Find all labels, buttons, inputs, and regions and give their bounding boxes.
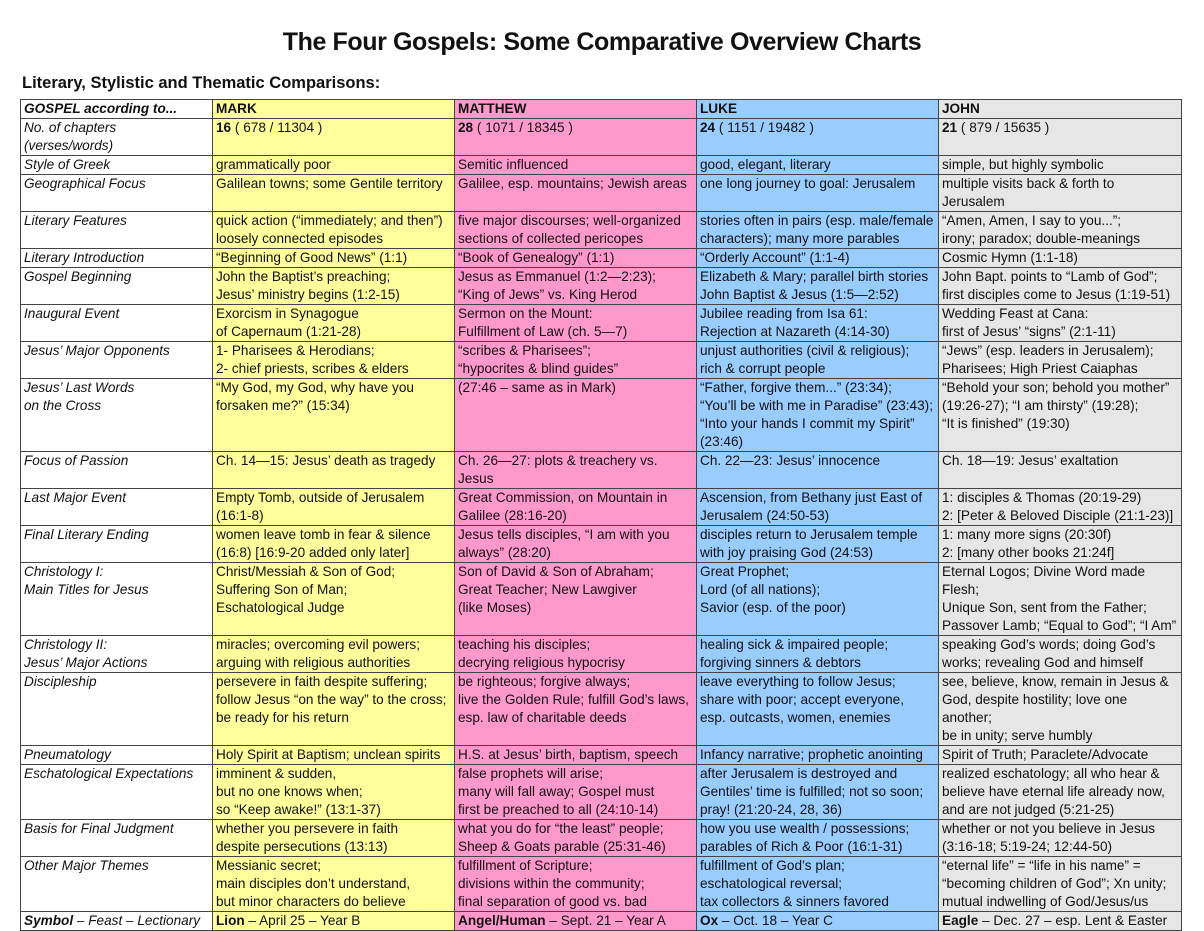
cell-john: Eternal Logos; Divine Word made Flesh; Unique Son, sent from the Father; Passover Lamb; “Equal to God”; “I Am” [939, 563, 1182, 636]
row-label: Final Literary Ending [21, 526, 213, 563]
cell-john: multiple visits back & forth to Jerusalem [939, 175, 1182, 212]
table-row [21, 268, 1182, 305]
cell-john: speaking God’s words; doing God’s works; revealing God and himself [939, 636, 1182, 673]
cell-matthew: “scribes & Pharisees”; “hypocrites & blind guides” [455, 342, 697, 379]
cell-luke: “Father, forgive them...” (23:34); “You’ll be with me in Paradise” (23:43); “Into your hands I commit my Spirit” (23:46) [697, 379, 939, 452]
cell-matthew: Galilee, esp. mountains; Jewish areas [455, 175, 697, 212]
row-label: Basis for Final Judgment [21, 820, 213, 857]
table-row [21, 175, 1182, 212]
header-label: GOSPEL according to... [21, 100, 213, 119]
symbol-row [21, 912, 1182, 931]
cell-mark: Empty Tomb, outside of Jerusalem (16:1-8) [213, 489, 455, 526]
table-row [21, 305, 1182, 342]
cell-matthew: (27:46 – same as in Mark) [455, 379, 697, 452]
symbol-details: – April 25 – Year B [244, 913, 361, 928]
row-label: Jesus’ Major Opponents [21, 342, 213, 379]
table-row [21, 212, 1182, 249]
row-label: Christology I: Main Titles for Jesus [21, 563, 213, 636]
row-label: Inaugural Event [21, 305, 213, 342]
cell-mark: imminent & sudden, but no one knows when; so “Keep awake!” (13:1-37) [213, 765, 455, 820]
symbol-name: Lion [216, 913, 245, 928]
chapter-count: 21 [942, 120, 958, 135]
cell-john: Wedding Feast at Cana: first of Jesus’ “signs” (2:1-11) [939, 305, 1182, 342]
cell-luke: Infancy narrative; prophetic anointing [697, 746, 939, 765]
cell-matthew: five major discourses; well-organized sections of collected pericopes [455, 212, 697, 249]
table-row [21, 857, 1182, 912]
cell-john: 1: disciples & Thomas (20:19-29) 2: [Peter & Beloved Disciple (21:1-23)] [939, 489, 1182, 526]
cell-luke: good, elegant, literary [697, 156, 939, 175]
cell-luke: Ascension, from Bethany just East of Jerusalem (24:50-53) [697, 489, 939, 526]
symbol-details: – Feast – Lectionary [73, 913, 201, 928]
header-row [21, 100, 1182, 119]
chapter-count: 24 [700, 120, 716, 135]
header-luke: LUKE [697, 100, 939, 119]
cell-mark: “Beginning of Good News” (1:1) [213, 249, 455, 268]
row-label: Jesus’ Last Words on the Cross [21, 379, 213, 452]
cell-luke: Elizabeth & Mary; parallel birth stories John Baptist & Jesus (1:5—2:52) [697, 268, 939, 305]
verse-word-count: ( 678 / 11304 ) [231, 120, 323, 135]
row-label: Other Major Themes [21, 857, 213, 912]
row-label: Last Major Event [21, 489, 213, 526]
symbol-details: – Sept. 21 – Year A [545, 913, 666, 928]
cell-matthew: Jesus tells disciples, “I am with you always” (28:20) [455, 526, 697, 563]
row-label: Discipleship [21, 673, 213, 746]
row-label: Pneumatology [21, 746, 213, 765]
table-row [21, 563, 1182, 636]
cell-luke: how you use wealth / possessions; parables of Rich & Poor (16:1-31) [697, 820, 939, 857]
cell-mark: Christ/Messiah & Son of God; Suffering Son of Man; Eschatological Judge [213, 563, 455, 636]
cell-john: Cosmic Hymn (1:1-18) [939, 249, 1182, 268]
cell-mark: persevere in faith despite suffering; follow Jesus “on the way” to the cross; be ready for his return [213, 673, 455, 746]
cell-matthew: H.S. at Jesus’ birth, baptism, speech [455, 746, 697, 765]
cell-mark: “My God, my God, why have you forsaken me?” (15:34) [213, 379, 455, 452]
cell-matthew: what you do for “the least” people; Sheep & Goats parable (25:31-46) [455, 820, 697, 857]
table-row [21, 452, 1182, 489]
cell-matthew: Ch. 26—27: plots & treachery vs. Jesus [455, 452, 697, 489]
table-row [21, 379, 1182, 452]
cell-matthew: “Book of Genealogy” (1:1) [455, 249, 697, 268]
cell-mark: Galilean towns; some Gentile territory [213, 175, 455, 212]
cell-mark [213, 119, 455, 156]
cell-john: Spirit of Truth; Paraclete/Advocate [939, 746, 1182, 765]
row-label: No. of chapters (verses/words) [21, 119, 213, 156]
verse-word-count: ( 1071 / 18345 ) [473, 120, 573, 135]
cell-matthew [455, 912, 697, 931]
cell-luke: unjust authorities (civil & religious); rich & corrupt people [697, 342, 939, 379]
cell-luke: fulfillment of God’s plan; eschatological reversal; tax collectors & sinners favored [697, 857, 939, 912]
cell-john: whether or not you believe in Jesus (3:16-18; 5:19-24; 12:44-50) [939, 820, 1182, 857]
symbol-name: Eagle [942, 913, 979, 928]
cell-luke: leave everything to follow Jesus; share with poor; accept everyone, esp. outcasts, women, enemies [697, 673, 939, 746]
row-label: Literary Features [21, 212, 213, 249]
symbol-name: Angel/Human [458, 913, 546, 928]
page-title: The Four Gospels: Some Comparative Overview Charts [282, 28, 922, 56]
cell-john: 1: many more signs (20:30f) 2: [many other books 21:24f] [939, 526, 1182, 563]
cell-matthew: Great Commission, on Mountain in Galilee (28:16-20) [455, 489, 697, 526]
cell-mark: women leave tomb in fear & silence (16:8) [16:9-20 added only later] [213, 526, 455, 563]
cell-luke: Great Prophet; Lord (of all nations); Savior (esp. of the poor) [697, 563, 939, 636]
table-row [21, 746, 1182, 765]
chapter-count: 16 [216, 120, 232, 135]
cell-luke: stories often in pairs (esp. male/female characters); many more parables [697, 212, 939, 249]
cell-john: “Amen, Amen, I say to you...”; irony; paradox; double-meanings [939, 212, 1182, 249]
cell-mark: John the Baptist’s preaching; Jesus’ ministry begins (1:2-15) [213, 268, 455, 305]
row-label: Literary Introduction [21, 249, 213, 268]
cell-john: John Bapt. points to “Lamb of God”; first disciples come to Jesus (1:19-51) [939, 268, 1182, 305]
cell-john [939, 912, 1182, 931]
cell-luke: healing sick & impaired people; forgiving sinners & debtors [697, 636, 939, 673]
cell-matthew: be righteous; forgive always; live the Golden Rule; fulfill God’s laws, esp. law of charitable deeds [455, 673, 697, 746]
cell-matthew: teaching his disciples; decrying religious hypocrisy [455, 636, 697, 673]
cell-john: “Jews” (esp. leaders in Jerusalem); Pharisees; High Priest Caiaphas [939, 342, 1182, 379]
cell-matthew: fulfillment of Scripture; divisions within the community; final separation of good vs. bad [455, 857, 697, 912]
row-label: Geographical Focus [21, 175, 213, 212]
cell-john: Ch. 18—19: Jesus’ exaltation [939, 452, 1182, 489]
cell-mark: Holy Spirit at Baptism; unclean spirits [213, 746, 455, 765]
cell-mark: miracles; overcoming evil powers; arguing with religious authorities [213, 636, 455, 673]
cell-matthew: Sermon on the Mount: Fulfillment of Law (ch. 5—7) [455, 305, 697, 342]
row-label: Focus of Passion [21, 452, 213, 489]
row-label: Christology II: Jesus’ Major Actions [21, 636, 213, 673]
cell-luke [697, 119, 939, 156]
cell-matthew: Jesus as Emmanuel (1:2—2:23); “King of Jews” vs. King Herod [455, 268, 697, 305]
cell-matthew [455, 119, 697, 156]
chapter-count: 28 [458, 120, 474, 135]
cell-luke: Ch. 22—23: Jesus’ innocence [697, 452, 939, 489]
symbol-details: – Oct. 18 – Year C [718, 913, 834, 928]
cell-mark [213, 912, 455, 931]
row-label: Gospel Beginning [21, 268, 213, 305]
cell-john: simple, but highly symbolic [939, 156, 1182, 175]
section-subtitle: Literary, Stylistic and Thematic Comparisons: [22, 74, 381, 92]
cell-john: “eternal life” = “life in his name” = “becoming children of God”; Xn unity; mutual indwelling of God/Jesus/us [939, 857, 1182, 912]
header-mark: MARK [213, 100, 455, 119]
cell-mark: grammatically poor [213, 156, 455, 175]
cell-luke: after Jerusalem is destroyed and Gentiles’ time is fulfilled; not so soon; pray! (21:20-24, 28, 36) [697, 765, 939, 820]
table-row [21, 342, 1182, 379]
table-row [21, 489, 1182, 526]
symbol-name: Symbol [24, 913, 74, 928]
cell-mark: whether you persevere in faith despite persecutions (13:13) [213, 820, 455, 857]
symbol-name: Ox [700, 913, 719, 928]
cell-luke: “Orderly Account” (1:1-4) [697, 249, 939, 268]
table-row [21, 249, 1182, 268]
row-label: Style of Greek [21, 156, 213, 175]
table-row [21, 765, 1182, 820]
table-row [21, 526, 1182, 563]
chapters-row [21, 119, 1182, 156]
row-label [21, 912, 213, 931]
cell-luke: one long journey to goal: Jerusalem [697, 175, 939, 212]
cell-john: see, believe, know, remain in Jesus & God, despite hostility; love one another; be in unity; serve humbly [939, 673, 1182, 746]
cell-john: realized eschatology; all who hear & believe have eternal life already now, and are not judged (5:21-25) [939, 765, 1182, 820]
row-label: Eschatological Expectations [21, 765, 213, 820]
cell-matthew: Son of David & Son of Abraham; Great Teacher; New Lawgiver (like Moses) [455, 563, 697, 636]
cell-matthew: Semitic influenced [455, 156, 697, 175]
cell-mark: 1- Pharisees & Herodians; 2- chief priests, scribes & elders [213, 342, 455, 379]
gospel-comparison-table [20, 99, 1182, 931]
cell-john [939, 119, 1182, 156]
cell-mark: quick action (“immediately; and then”) loosely connected episodes [213, 212, 455, 249]
symbol-details: – Dec. 27 – esp. Lent & Easter [978, 913, 1168, 928]
cell-luke [697, 912, 939, 931]
cell-john: “Behold your son; behold you mother” (19:26-27); “I am thirsty” (19:28); “It is finished” (19:30) [939, 379, 1182, 452]
table-row [21, 820, 1182, 857]
cell-luke: disciples return to Jerusalem temple with joy praising God (24:53) [697, 526, 939, 563]
table-row [21, 673, 1182, 746]
cell-mark: Exorcism in Synagogue of Capernaum (1:21-28) [213, 305, 455, 342]
verse-word-count: ( 1151 / 19482 ) [715, 120, 814, 135]
cell-mark: Ch. 14—15: Jesus’ death as tragedy [213, 452, 455, 489]
header-john: JOHN [939, 100, 1182, 119]
cell-matthew: false prophets will arise; many will fall away; Gospel must first be preached to all (24:10-14) [455, 765, 697, 820]
table-row [21, 156, 1182, 175]
cell-luke: Jubilee reading from Isa 61: Rejection at Nazareth (4:14-30) [697, 305, 939, 342]
header-matthew: MATTHEW [455, 100, 697, 119]
verse-word-count: ( 879 / 15635 ) [957, 120, 1050, 135]
cell-mark: Messianic secret; main disciples don’t understand, but minor characters do believe [213, 857, 455, 912]
table-row [21, 636, 1182, 673]
